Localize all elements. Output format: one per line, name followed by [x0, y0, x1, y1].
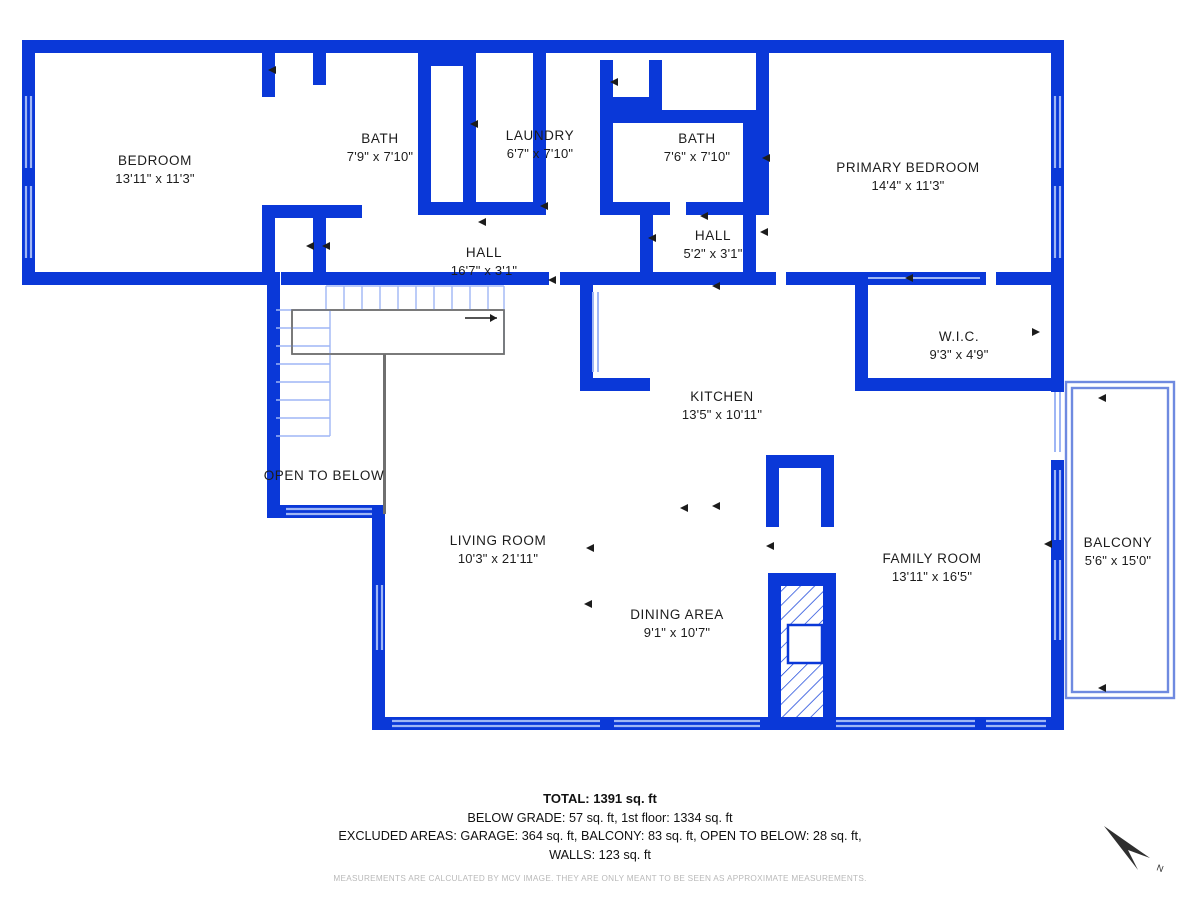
room-dimensions: 7'6" x 7'10" — [663, 149, 731, 165]
room-label — [630, 606, 724, 642]
room-dimensions: 9'3" x 4'9" — [929, 347, 989, 363]
room-label — [882, 550, 981, 586]
disclaimer-text: MEASUREMENTS ARE CALCULATED BY MCV IMAGE. THEY ARE ONLY MEANT TO BE SEEN AS APPROXIMATE MEASUREMENTS. — [333, 874, 867, 883]
room-label — [506, 127, 574, 163]
room-dimensions: 13'11" x 16'5" — [891, 569, 973, 585]
room-label — [451, 244, 517, 280]
room-name: LIVING ROOM — [449, 533, 547, 549]
room-name: DINING AREA — [630, 607, 724, 623]
room-dimensions: 10'3" x 21'11" — [457, 551, 539, 567]
room-dimensions: 6'7" x 7'10" — [506, 146, 574, 162]
summary-total: TOTAL: 1391 sq. ft — [543, 791, 657, 806]
room-dimensions: 13'5" x 10'11" — [681, 407, 763, 423]
room-label — [929, 328, 988, 364]
room-dimensions: 5'6" x 15'0" — [1084, 553, 1152, 569]
room-label — [450, 532, 547, 568]
door-openings — [593, 278, 1060, 452]
room-name: LAUNDRY — [505, 128, 575, 144]
room-dimensions: 9'1" x 10'7" — [643, 625, 711, 641]
room-label — [683, 227, 742, 263]
summary-walls: WALLS: 123 sq. ft — [549, 847, 651, 862]
room-dimensions: 5'2" x 3'1" — [683, 246, 743, 262]
room-name: PRIMARY BEDROOM — [836, 160, 980, 176]
room-label — [115, 152, 194, 188]
stair-landing — [788, 625, 822, 663]
room-name: FAMILY ROOM — [882, 551, 982, 567]
room-label — [1084, 534, 1153, 570]
room-name: KITCHEN — [690, 389, 754, 405]
svg-text:N: N — [1155, 862, 1165, 875]
area-label — [264, 467, 385, 485]
room-dimensions: 13'11" x 11'3" — [115, 171, 195, 187]
room-name: BALCONY — [1083, 535, 1153, 551]
north-arrow-icon — [1098, 818, 1168, 878]
area-name: OPEN TO BELOW — [263, 467, 385, 483]
room-dimensions: 7'9" x 7'10" — [346, 149, 414, 165]
room-dimensions: 14'4" x 11'3" — [871, 178, 945, 194]
room-name: W.I.C. — [938, 329, 980, 345]
room-label — [347, 130, 413, 166]
room-label — [682, 388, 762, 424]
room-dimensions: 16'7" x 3'1" — [450, 263, 518, 279]
room-name: BATH — [678, 131, 716, 147]
summary-breakdown: BELOW GRADE: 57 sq. ft, 1st floor: 1334 sq. ft — [467, 810, 733, 825]
room-name: HALL — [694, 228, 732, 244]
room-label — [664, 130, 730, 166]
area-summary — [0, 790, 1200, 864]
room-name: HALL — [465, 245, 503, 261]
room-label — [836, 159, 980, 195]
summary-excluded: EXCLUDED AREAS: GARAGE: 364 sq. ft, BALCONY: 83 sq. ft, OPEN TO BELOW: 28 sq. ft, — [338, 829, 862, 844]
room-name: BATH — [361, 131, 399, 147]
room-name: BEDROOM — [118, 153, 192, 169]
